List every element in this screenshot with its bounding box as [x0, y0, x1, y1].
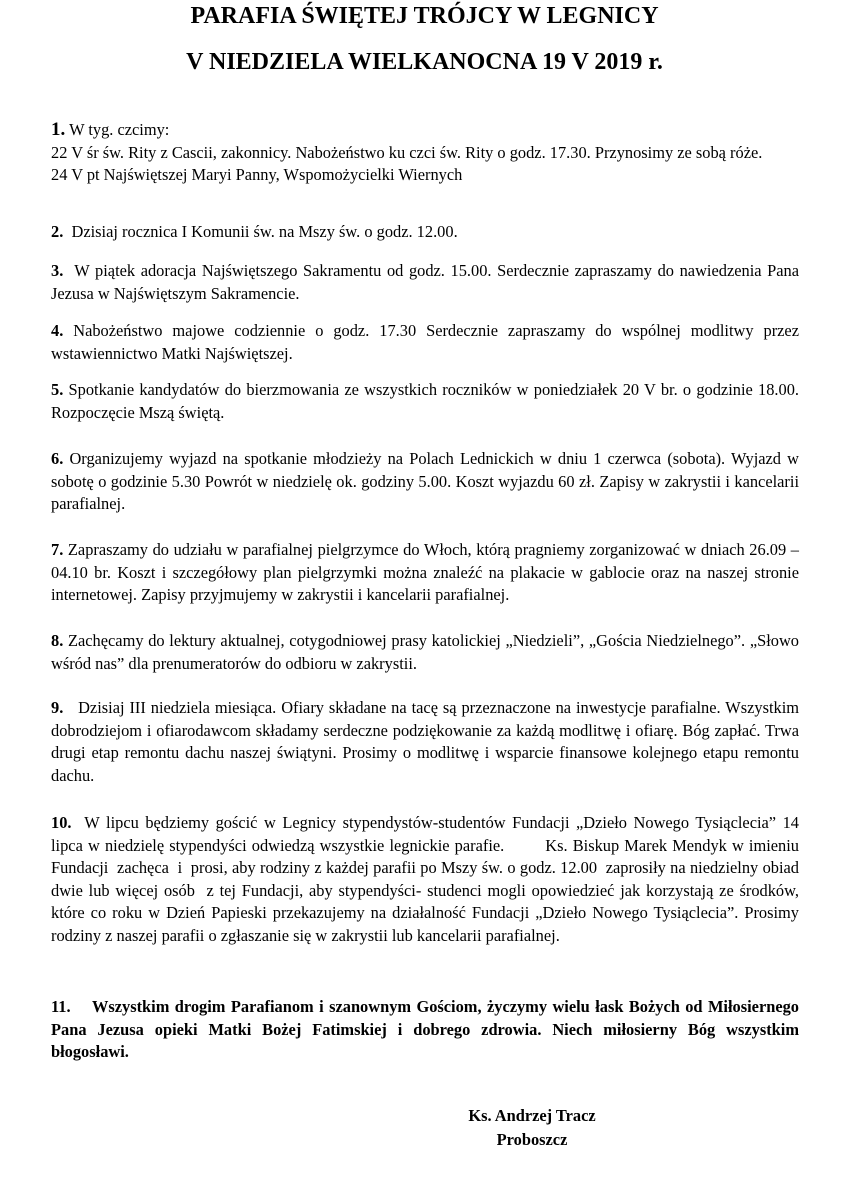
announcement-10	[51, 812, 804, 948]
announcement-number: 5.	[51, 380, 64, 399]
announcement-3	[51, 260, 799, 305]
announcement-text: Zachęcamy do lektury aktualnej, cotygodniowej prasy katolickiej „Niedzieli”, „Gościa Niedzielnego”. „Słowo wśród nas” dla prenumeratorów do odbioru w zakrystii.	[51, 631, 799, 673]
announcement-8	[51, 630, 799, 675]
announcement-2	[51, 221, 799, 244]
announcement-4	[51, 320, 799, 365]
announcement-text: W lipcu będziemy gościć w Legnicy stypendystów-studentów Fundacji „Dzieło Nowego Tysiąclecia” 14 lipca w niedzielę stypendyści odwiedzą wszystkie legnickie parafie. Ks. Biskup Marek Mendyk w imieniu Fundacji zachęca i prosi, aby rodziny z każdej parafii po Mszy św. o godz. 12.00 zaprosiły na niedzielny obiad dwie lub więcej osób z tej Fundacji, aby stypendyści- studenci mogli opowiedzieć jak korzystają ze środków, które co roku w Dzień Papieski przekazujemy na działalność Fundacji „Dzieło Nowego Tysiąclecia”. Prosimy rodziny z naszej parafii o zgłaszanie się w zakrystii lub kancelarii parafialnej.	[51, 813, 804, 945]
announcement-6	[51, 448, 799, 516]
page-title: PARAFIA ŚWIĘTEJ TRÓJCY W LEGNICY	[190, 3, 659, 29]
announcement-11	[51, 996, 799, 1064]
announcement-line: 22 V śr św. Rity z Cascii, zakonnicy. Nabożeństwo ku czci św. Rity o godz. 17.30. Przynosimy ze sobą róże.	[51, 142, 763, 162]
announcement-number: 8.	[51, 631, 64, 650]
announcement-text: Dzisiaj III niedziela miesiąca. Ofiary składane na tacę są przeznaczone na inwestycje parafialne. Wszystkim dobrodziejom i ofiarodawcom składamy serdeczne podziękowanie za każdą modlitwę i ofiarę. Bóg zapłać. Trwa drugi etap remontu dachu naszej świątyni. Prosimy o modlitwę i wsparcie finansowe kolejnego etapu remontu dachu.	[51, 698, 799, 785]
announcement-number: 3.	[51, 261, 64, 280]
signature-role: Proboszcz	[496, 1130, 568, 1149]
announcement-number: 4.	[51, 321, 64, 340]
announcement-number: 7.	[51, 540, 64, 559]
announcement-line: 24 V pt Najświętszej Maryi Panny, Wspomożycielki Wiernych	[51, 165, 463, 185]
announcement-9	[51, 697, 799, 787]
announcement-number: 6.	[51, 449, 64, 468]
announcement-text: Zapraszamy do udziału w parafialnej pielgrzymce do Włoch, którą pragniemy zorganizować w dniach 26.09 – 04.10 br. Koszt i szczegółowy plan pielgrzymki można znaleźć na plakacie w gablocie oraz na naszej stronie internetowej. Zapisy przyjmujemy w zakrystii i kancelarii parafialnej.	[51, 540, 799, 605]
announcement-number: 10.	[51, 813, 72, 832]
announcement-7	[51, 539, 799, 607]
announcement-number: 2.	[51, 222, 64, 241]
page-subtitle: V NIEDZIELA WIELKANOCNA 19 V 2019 r.	[186, 49, 663, 75]
announcement-line: W tyg. czcimy:	[69, 120, 170, 139]
announcement-number: 1.	[51, 119, 66, 140]
announcement-text: Dzisiaj rocznica I Komunii św. na Mszy św. o godz. 12.00.	[71, 222, 458, 241]
announcement-5	[51, 379, 799, 424]
signature-name: Ks. Andrzej Tracz	[468, 1106, 596, 1125]
announcement-text: Organizujemy wyjazd na spotkanie młodzieży na Polach Lednickich w dniu 1 czerwca (sobota). Wyjazd w sobotę o godzinie 5.30 Powrót w niedzielę ok. godziny 5.00. Koszt wyjazdu 60 zł. Zapisy w zakrystii i kancelarii parafialnej.	[51, 449, 799, 514]
announcement-number: 11.	[51, 997, 71, 1016]
announcement-text: Nabożeństwo majowe codziennie o godz. 17.30 Serdecznie zapraszamy do wspólnej modlitwy przez wstawiennictwo Matki Najświętszej.	[51, 321, 799, 363]
announcement-text: W piątek adoracja Najświętszego Sakramentu od godz. 15.00. Serdecznie zapraszamy do nawiedzenia Pana Jezusa w Najświętszym Sakramencie.	[51, 261, 799, 303]
announcement-number: 9.	[51, 698, 64, 717]
announcement-text: Spotkanie kandydatów do bierzmowania ze wszystkich roczników w poniedziałek 20 V br. o godzinie 18.00. Rozpoczęcie Mszą świętą.	[51, 380, 799, 422]
announcement-text: Wszystkim drogim Parafianom i szanownym Gościom, życzymy wielu łask Bożych od Miłosiernego Pana Jezusa opieki Matki Bożej Fatimskiej i dobrego zdrowia. Niech miłosierny Bóg wszystkim błogosławi.	[51, 997, 799, 1062]
announcement-1	[51, 119, 799, 187]
